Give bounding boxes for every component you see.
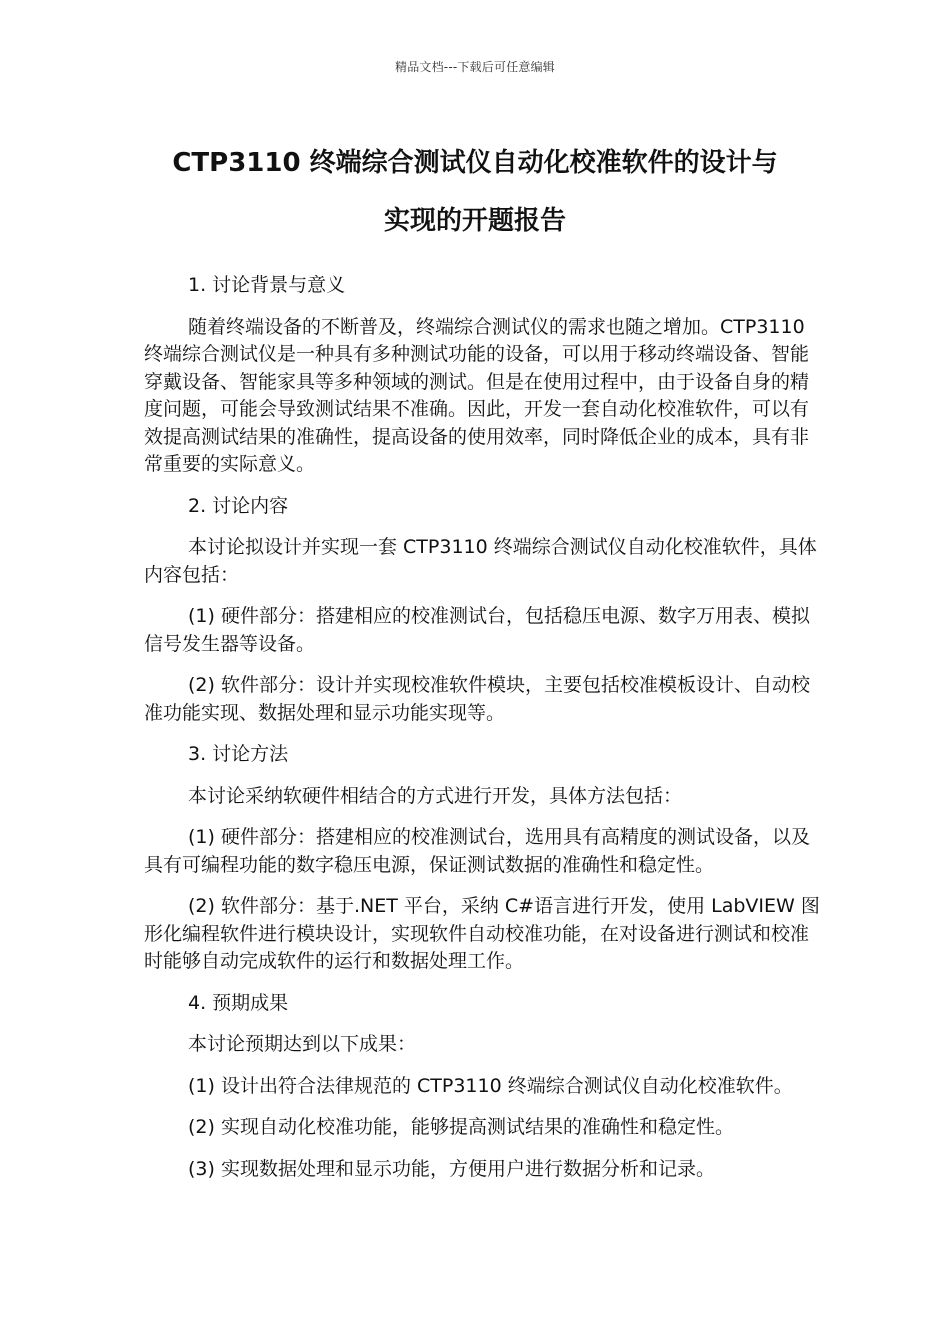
document-body (144, 272, 824, 1183)
title-line-2: 实现的开题报告 (383, 206, 566, 236)
paragraph-results-item-2: (2) 实现自动化校准功能，能够提高测试结果的准确性和稳定性。 (188, 1116, 734, 1138)
paragraph-method-intro: 本讨论采纳软硬件相结合的方式进行开发，具体方法包括： (188, 784, 683, 807)
paragraph-results-intro: 本讨论预期达到以下成果： (188, 1033, 417, 1055)
title-line-1: CTP3110 终端综合测试仪自动化校准软件的设计与 (172, 148, 778, 178)
section-heading-results: 4. 预期成果 (188, 991, 289, 1014)
paragraph-content-intro: 本讨论拟设计并实现一套 CTP3110 终端综合测试仪自动化校准软件，具体内容包括： (144, 536, 817, 586)
paragraph-content-hardware: (1) 硬件部分：搭建相应的校准测试台，包括稳压电源、数字万用表、模拟信号发生器等设备。 (144, 605, 810, 655)
section-heading-content: 2. 讨论内容 (188, 494, 289, 517)
paragraph-results-item-3: (3) 实现数据处理和显示功能，方便用户进行数据分析和记录。 (188, 1157, 715, 1180)
paragraph-method-hardware: (1) 硬件部分：搭建相应的校准测试台，选用具有高精度的测试设备，以及具有可编程功能的数字稳压电源，保证测试数据的准确性和稳定性。 (144, 826, 810, 876)
section-heading-method: 3. 讨论方法 (188, 743, 289, 765)
section-heading-background: 1. 讨论背景与意义 (188, 274, 346, 296)
paragraph-background: 随着终端设备的不断普及，终端综合测试仪的需求也随之增加。CTP3110 终端综合测试仪是一种具有多种测试功能的设备，可以用于移动终端设备、智能穿戴设备、智能家具等多种领域的测试。但是在使用过程中，由于设备自身的精度问题，可能会导致测试结果不准确。因此，开发一套自动化校准软件，可以有效提高测试结果的准确性，提高设备的使用效率，同时降低企业的成本，具有非常重要的实际意义。 (144, 315, 810, 475)
paragraph-results-item-1: (1) 设计出符合法律规范的 CTP3110 终端综合测试仪自动化校准软件。 (188, 1074, 793, 1097)
page-header: 精品文档---下载后可任意编辑 (395, 60, 555, 74)
paragraph-content-software: (2) 软件部分：设计并实现校准软件模块，主要包括校准模板设计、自动校准功能实现、数据处理和显示功能实现等。 (144, 674, 810, 724)
paragraph-method-software: (2) 软件部分：基于.NET 平台，采纳 C#语言进行开发，使用 LabVIEW 图形化编程软件进行模块设计，实现软件自动校准功能，在对设备进行测试和校准时能够自动完成软件的运行和数据处理工作。 (144, 895, 820, 972)
document-title (130, 134, 820, 250)
